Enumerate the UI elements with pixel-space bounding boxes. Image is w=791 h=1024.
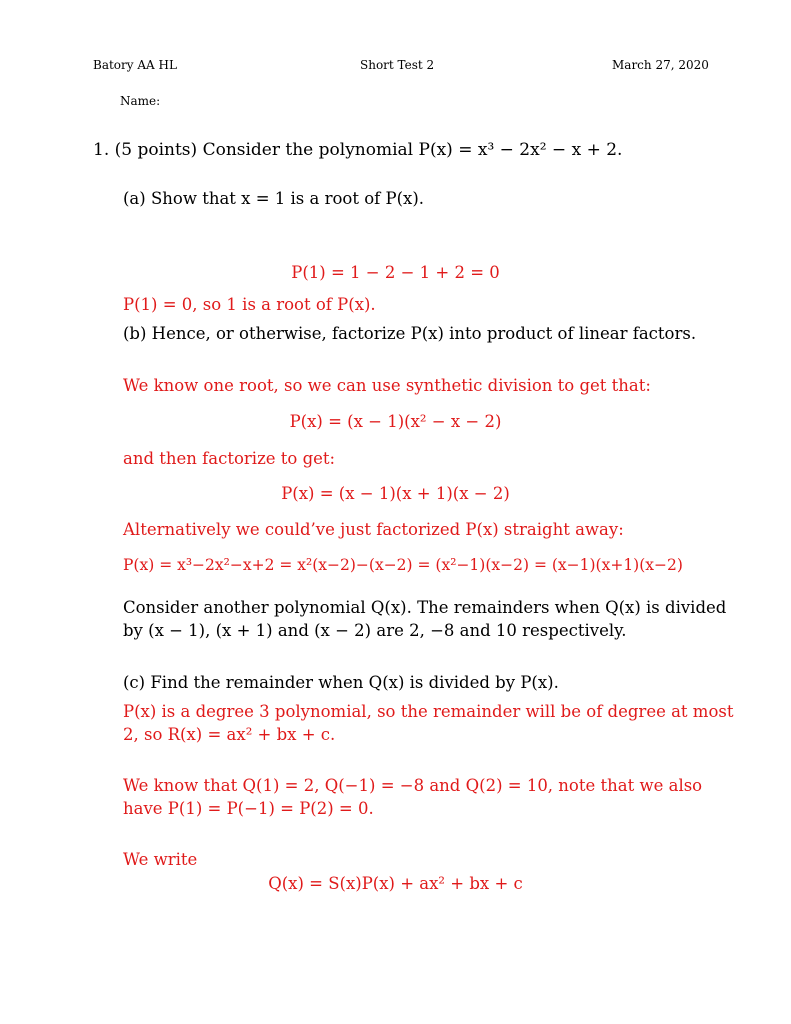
part-b-text-2: and then factorize to get: [123,449,336,468]
context-line-2: by (x − 1), (x + 1) and (x − 2) are 2, −8 and 10 respectively. [123,621,627,640]
part-c-line-1: P(x) is a degree 3 polynomial, so the remainder will be of degree at most [123,702,734,721]
question-intro: 1. (5 points) Consider the polynomial P(x) = x³ − 2x² − x + 2. [93,140,623,160]
part-b-text-1: We know one root, so we can use synthetic division to get that: [123,376,651,395]
part-c-prompt: (c) Find the remainder when Q(x) is divided by P(x). [123,673,559,692]
header-center: Short Test 2 [360,58,435,72]
part-c-equation: Q(x) = S(x)P(x) + ax² + bx + c [268,874,523,893]
part-b-equation-1: P(x) = (x − 1)(x² − x − 2) [289,412,502,431]
part-a-prompt: (a) Show that x = 1 is a root of P(x). [123,189,425,208]
name-label: Name: [120,94,161,108]
header-right: March 27, 2020 [612,58,709,72]
part-a-conclusion: P(1) = 0, so 1 is a root of P(x). [123,295,376,314]
part-c-line-3: We know that Q(1) = 2, Q(−1) = −8 and Q(2) = 10, note that we also [123,776,703,795]
context-line-1: Consider another polynomial Q(x). The remainders when Q(x) is divided [123,598,727,617]
part-c-line-2: 2, so R(x) = ax² + bx + c. [123,725,336,744]
part-c-line-5: We write [123,850,198,869]
part-b-prompt: (b) Hence, or otherwise, factorize P(x) into product of linear factors. [123,324,697,343]
part-b-equation-3: P(x) = x³−2x²−x+2 = x²(x−2)−(x−2) = (x²−1)(x−2) = (x−1)(x+1)(x−2) [123,556,683,574]
header-left: Batory AA HL [93,58,177,72]
part-c-line-4: have P(1) = P(−1) = P(2) = 0. [123,799,374,818]
part-b-equation-2: P(x) = (x − 1)(x + 1)(x − 2) [281,484,510,503]
part-a-equation: P(1) = 1 − 2 − 1 + 2 = 0 [291,263,500,282]
part-b-text-3: Alternatively we could’ve just factorized P(x) straight away: [123,520,624,539]
